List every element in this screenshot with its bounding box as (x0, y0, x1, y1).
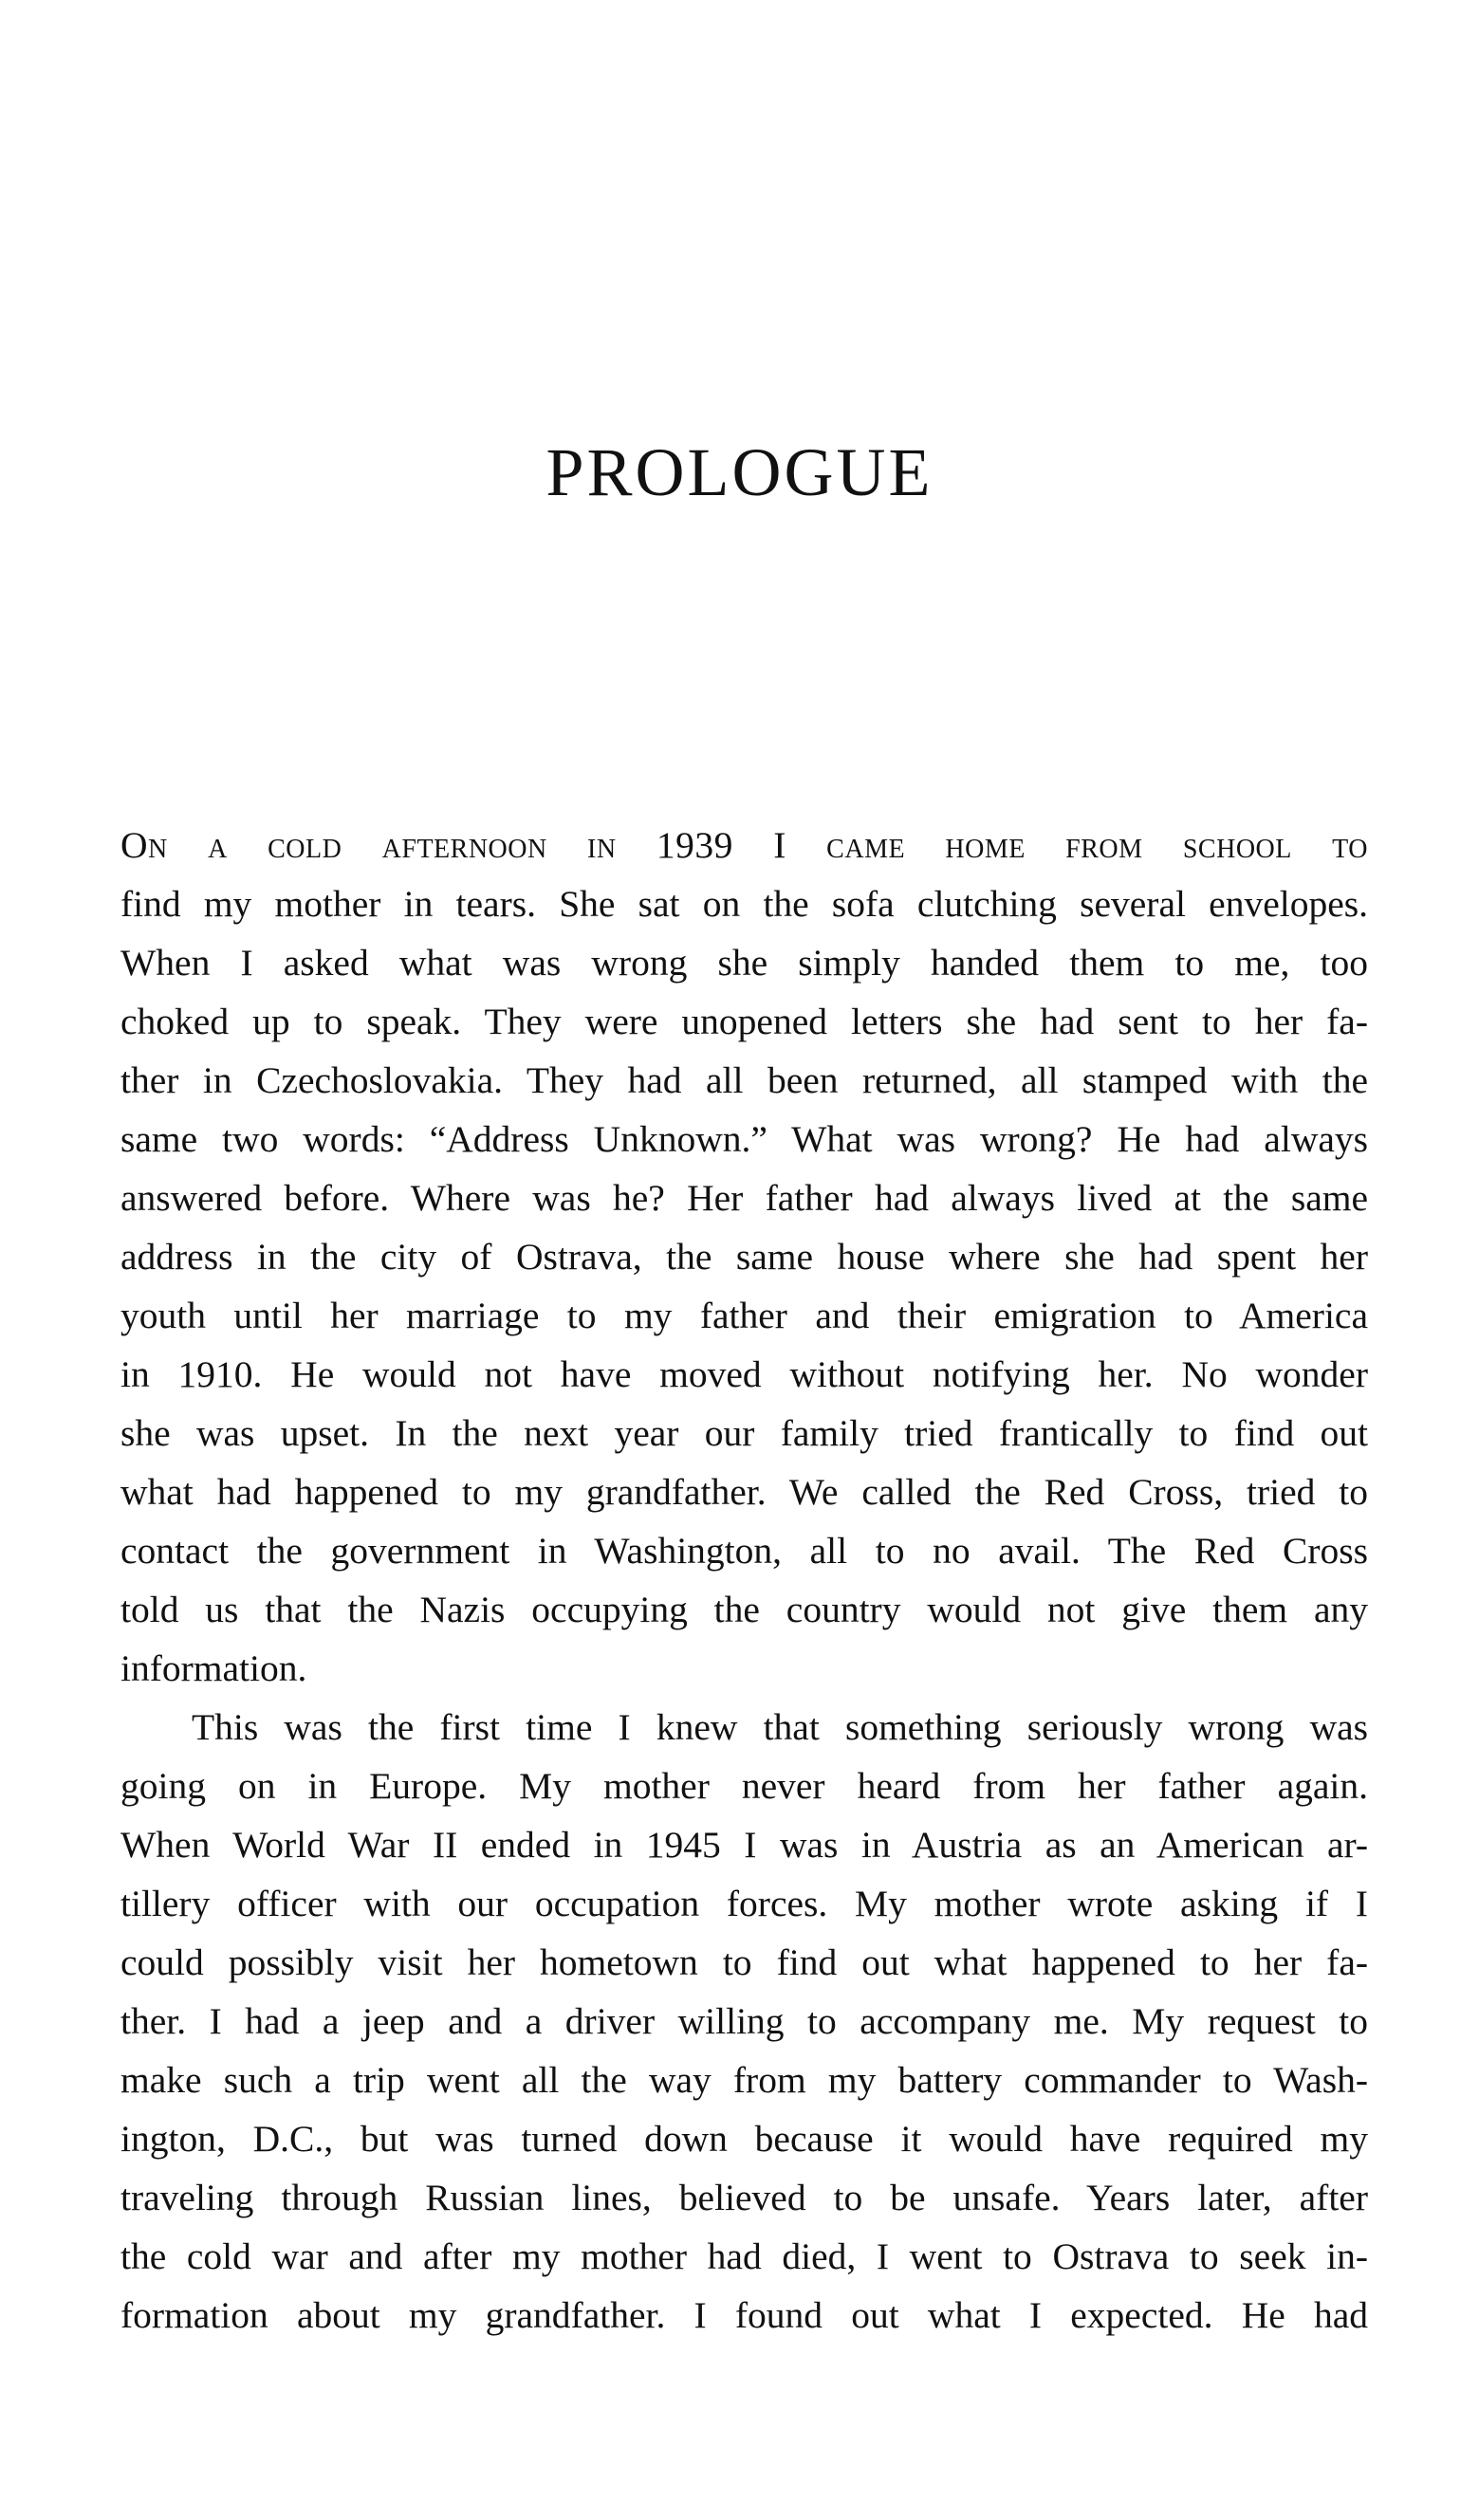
paragraph-lead-in: On a cold afternoon in 1939 I came home from school to (120, 824, 1368, 866)
text-line: information. (120, 1647, 307, 1689)
text-line: told us that the Nazis occupying the country would not give them any (120, 1589, 1368, 1630)
text-line: she was upset. In the next year our family tried frantically to find out (120, 1412, 1368, 1454)
text-line: make such a trip went all the way from my battery commander to Wash- (120, 2059, 1368, 2101)
text-line: find my mother in tears. She sat on the sofa clutching several envelopes. (120, 883, 1368, 925)
text-line: what had happened to my grandfather. We called the Red Cross, tried to (120, 1471, 1368, 1513)
text-line: youth until her marriage to my father and their emigration to America (120, 1295, 1368, 1336)
text-line: could possibly visit her hometown to find out what happened to her fa- (120, 1941, 1368, 1983)
text-line: address in the city of Ostrava, the same house where she had spent her (120, 1236, 1368, 1278)
chapter-title: PROLOGUE (545, 434, 934, 510)
text-line: When I asked what was wrong she simply handed them to me, too (120, 942, 1368, 984)
text-line: formation about my grandfather. I found out what I expected. He had (120, 2294, 1368, 2336)
text-line: tillery officer with our occupation forces. My mother wrote asking if I (120, 1883, 1368, 1924)
text-line: This was the first time I knew that something seriously wrong was (192, 1706, 1368, 1748)
text-line: ther. I had a jeep and a driver willing to accompany me. My request to (120, 2000, 1368, 2042)
text-line: ington, D.C., but was turned down because it would have required my (120, 2118, 1368, 2160)
body-text (120, 816, 1368, 2345)
text-line: When World War II ended in 1945 I was in Austria as an American ar- (120, 1824, 1368, 1866)
text-line: ther in Czechoslovakia. They had all been returned, all stamped with the (120, 1059, 1368, 1101)
text-line: same two words: “Address Unknown.” What was wrong? He had always (120, 1118, 1368, 1160)
text-line: contact the government in Washington, all to no avail. The Red Cross (120, 1530, 1368, 1572)
text-line: traveling through Russian lines, believed to be unsafe. Years later, after (120, 2177, 1368, 2218)
text-line: going on in Europe. My mother never heard from her father again. (120, 1765, 1368, 1807)
text-line: answered before. Where was he? Her father had always lived at the same (120, 1177, 1368, 1219)
paragraph-2 (120, 1698, 1368, 2345)
paragraph-1 (120, 816, 1368, 1698)
text-line: choked up to speak. They were unopened letters she had sent to her fa- (120, 1001, 1368, 1042)
text-line: the cold war and after my mother had died, I went to Ostrava to seek in- (120, 2235, 1368, 2277)
text-line: in 1910. He would not have moved without notifying her. No wonder (120, 1353, 1368, 1395)
